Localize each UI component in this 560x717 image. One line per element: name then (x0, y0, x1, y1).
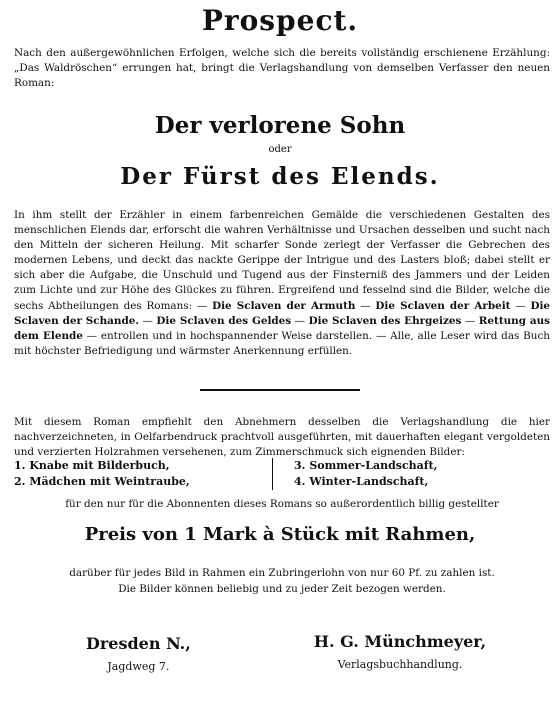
address-city: Dresden N., (86, 634, 191, 653)
order-line: Die Bilder können beliebig und zu jeder Zeit bezogen werden. (118, 583, 446, 595)
picture-item: 4. Winter-Landschaft, (294, 475, 429, 488)
oder-connector: oder (268, 144, 292, 155)
picture-item: 3. Sommer-Landschaft, (294, 459, 438, 472)
address-street: Jagdweg 7. (107, 660, 170, 673)
price-line: Preis von 1 Mark à Stück mit Rahmen, (84, 524, 476, 545)
division-1: Die Sclaven der Armuth (212, 299, 356, 312)
picture-column-left (14, 458, 273, 490)
intro-paragraph: Nach den außergewöhnlichen Erfolgen, welche sich die bereits vollständig erschienene Erzählung: „Das Waldröschen“ errungen hat, bringt die Verlagshandlung von demselben Verfasser den neuen Roman: (14, 47, 550, 90)
fees-block (14, 565, 550, 597)
publisher-address (86, 634, 191, 673)
picture-item: 1. Knabe mit Bilderbuch, (14, 459, 170, 472)
publisher-role: Verlagsbuchhandlung. (337, 658, 463, 671)
publisher-signature (310, 632, 490, 671)
division-5: Die Sclaven des Ehrgeizes (308, 314, 462, 327)
description-tail: entrollen und in hochspannender Weise darstellen. — Alle, alle Leser wird das Buch mit höchster Befriedigung und wärmster Anerkennung erfüllen. (14, 329, 550, 357)
description-text: In ihm stellt der Erzähler in einem farbenreichen Gemälde die verschiedenen Gestalten des menschlichen Elends dar, erforscht die wahren Verhältnisse und Ursachen desselben und sucht nach den Mitteln der sicheren Heilung. Mit scharfer Sonde zerlegt der Verfasser die Gebrechen des modernen Lebens, und deckt das nackte Gerippe der Intrigue und des Lasters bloß; dabei stellt er sich aber die Aufgabe, die Unschuld und Tugend aus der Finsterniß des Jammers und der Leiden zum Lichte und zur Höhe des Glückes zu führen. Ergreifend und fesselnd sind die Bilder, welche die sechs Abtheilungen des Romans: (14, 209, 550, 312)
offer-paragraph: Mit diesem Roman empfiehlt den Abnehmern desselben die Verlagshandlung die hier nachverzeichneten, in Oelfarbendruck prachtvoll ausgeführten, mit dauerhaften elegant vergoldeten und verzierten Holzrahmen versehenen, zum Zimmerschmuck sich eignenden Bilder: (14, 416, 550, 459)
section-divider (200, 389, 360, 391)
fee-line: darüber für jedes Bild in Rahmen ein Zubringerlohn von nur 60 Pf. zu zahlen ist. (69, 567, 495, 579)
picture-item: 2. Mädchen mit Weintraube, (14, 475, 190, 488)
subscribers-line: für den nur für die Abonnenten dieses Romans so außerordentlich billig gestellter (65, 498, 499, 510)
picture-column-right (294, 458, 550, 490)
novel-title: Der verlorene Sohn (154, 112, 406, 139)
novel-description: In ihm stellt der Erzähler in einem farbenreichen Gemälde die verschiedenen Gestalten des menschlichen Elends dar, erforscht die wahren Verhältnisse und Ursachen desselben und sucht nach den Mitteln der sicheren Heilung. Mit scharfer Sonde zerlegt der Verfasser die Gebrechen des modernen Lebens, und deckt das nackte Gerippe der Intrigue und des Lasters bloß; dabei stellt er sich aber die Aufgabe, die Unschuld und Tugend aus der Finsterniß des Jammers und der Leiden zum Lichte und zur Höhe des Glückes zu führen. Ergreifend und fesselnd sind die Bilder, welche die sechs Abtheilungen des Romans: — Die Sclaven der Armuth — Die Sclaven der Arbeit — Die Sclaven der Schande. — Die Sclaven des Geldes — Die Sclaven des Ehrgeizes — Rettung aus dem Elende — entrollen und in hochspannender Weise darstellen. — Alle, alle Leser wird das Buch mit höchster Befriedigung und wärmster Anerkennung erfüllen. (14, 209, 551, 357)
division-2: Die Sclaven der Arbeit (375, 299, 511, 312)
novel-subtitle: Der Fürst des Elends. (120, 163, 440, 190)
page-title: Prospect. (201, 4, 359, 37)
division-4: Die Sclaven des Geldes (156, 314, 292, 327)
division-3: Die Sclaven der Schande. (14, 299, 551, 327)
publisher-name: H. G. Münchmeyer, (313, 632, 487, 651)
division-6: Rettung aus dem Elende (14, 314, 550, 342)
